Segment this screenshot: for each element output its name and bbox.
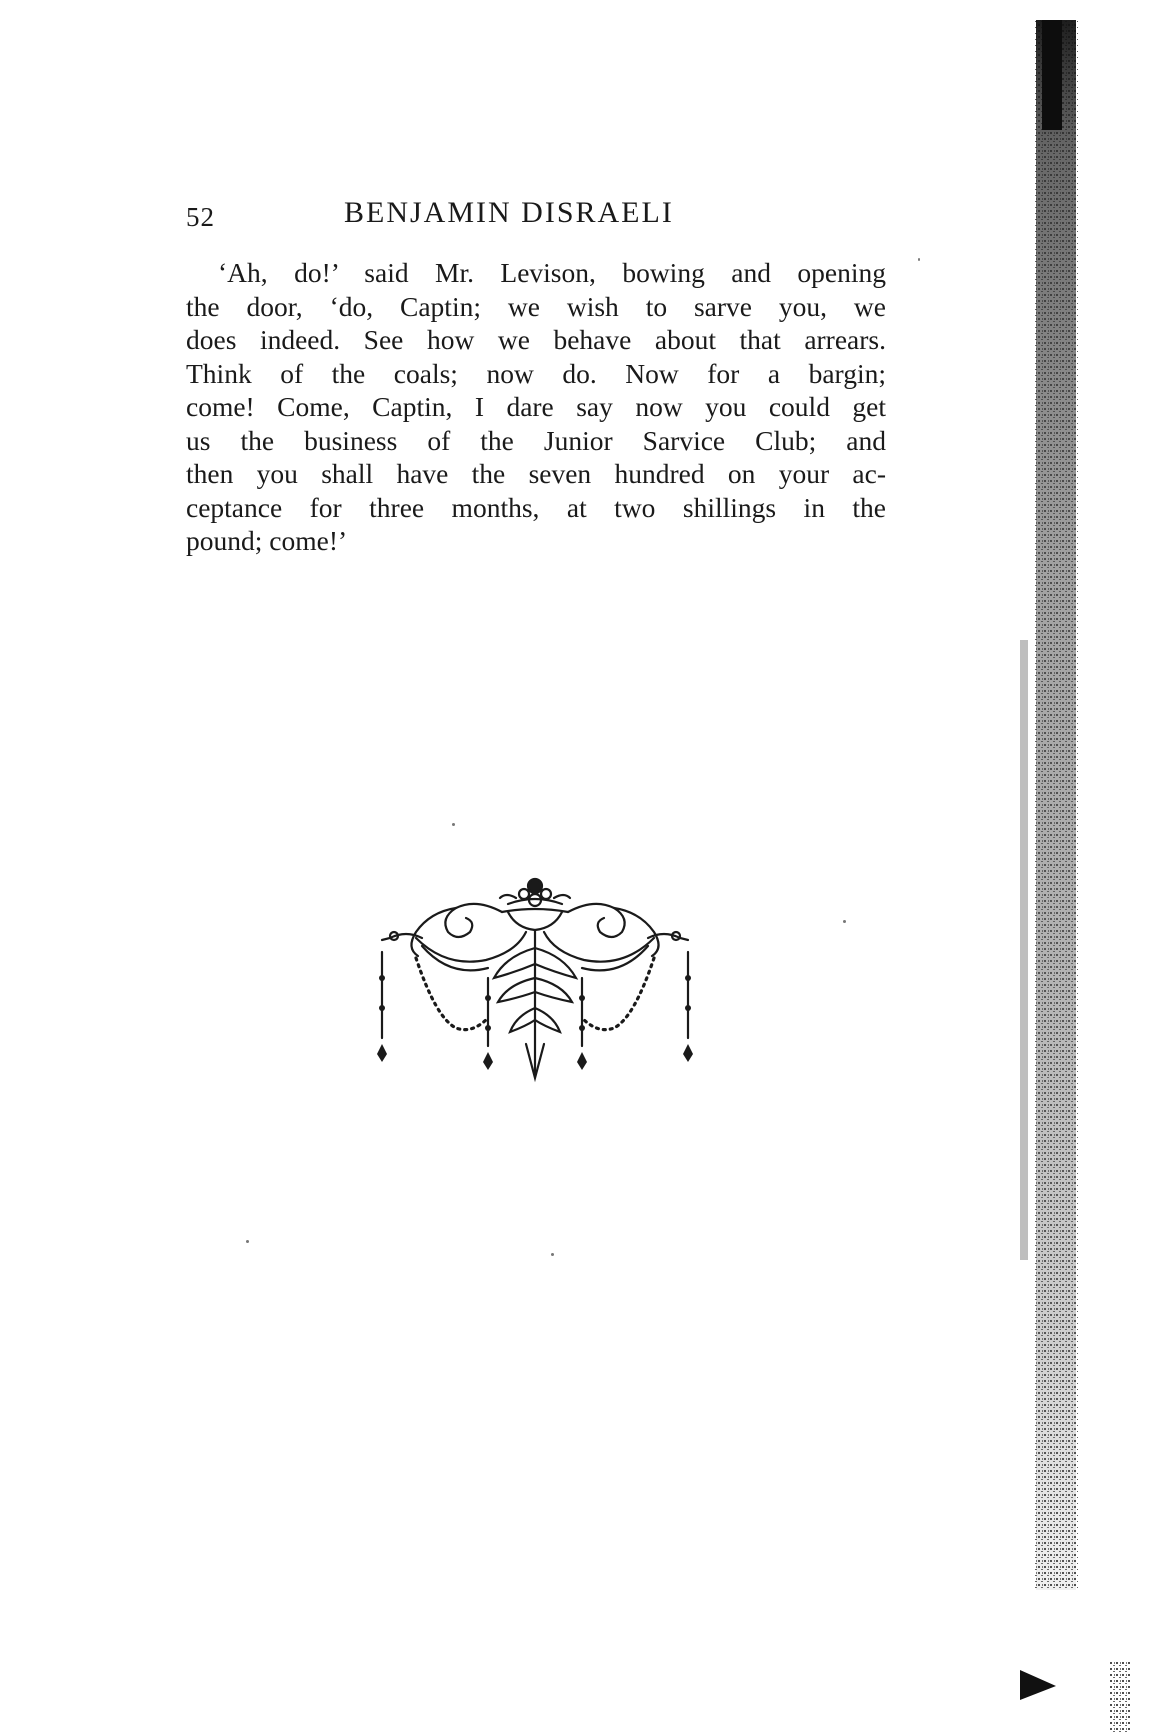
text-line: us the business of the Junior Sarvice Club; and: [186, 424, 886, 456]
text-line: ‘Ah, do!’ said Mr. Levison, bowing and opening: [218, 257, 886, 288]
text-line: then you shall have the seven hundred on your ac-: [186, 458, 886, 489]
scan-speck: [452, 823, 455, 826]
floral-tailpiece-ornament-icon: [376, 868, 694, 1084]
running-title: BENJAMIN DISRAELI: [344, 196, 674, 229]
page-number: 52: [186, 202, 215, 232]
scan-gutter-shadow: [1020, 0, 1149, 1732]
scan-speck: [843, 920, 846, 923]
scan-speck: [918, 258, 920, 261]
text-line: does indeed. See how we behave about that arrears.: [186, 324, 886, 355]
scan-speck: [551, 1253, 554, 1256]
scan-speck: [246, 1240, 249, 1243]
text-line: come! Come, Captin, I dare say now you could get: [186, 391, 886, 422]
running-head: [186, 196, 886, 242]
text-line: pound; come!’: [186, 525, 348, 556]
text-line: Think of the coals; now do. Now for a bargin;: [186, 357, 886, 389]
body-paragraph: [186, 256, 886, 558]
text-line: ceptance for three months, at two shillings in the: [186, 491, 886, 523]
text-line: the door, ‘do, Captin; we wish to sarve you, we: [186, 290, 886, 322]
